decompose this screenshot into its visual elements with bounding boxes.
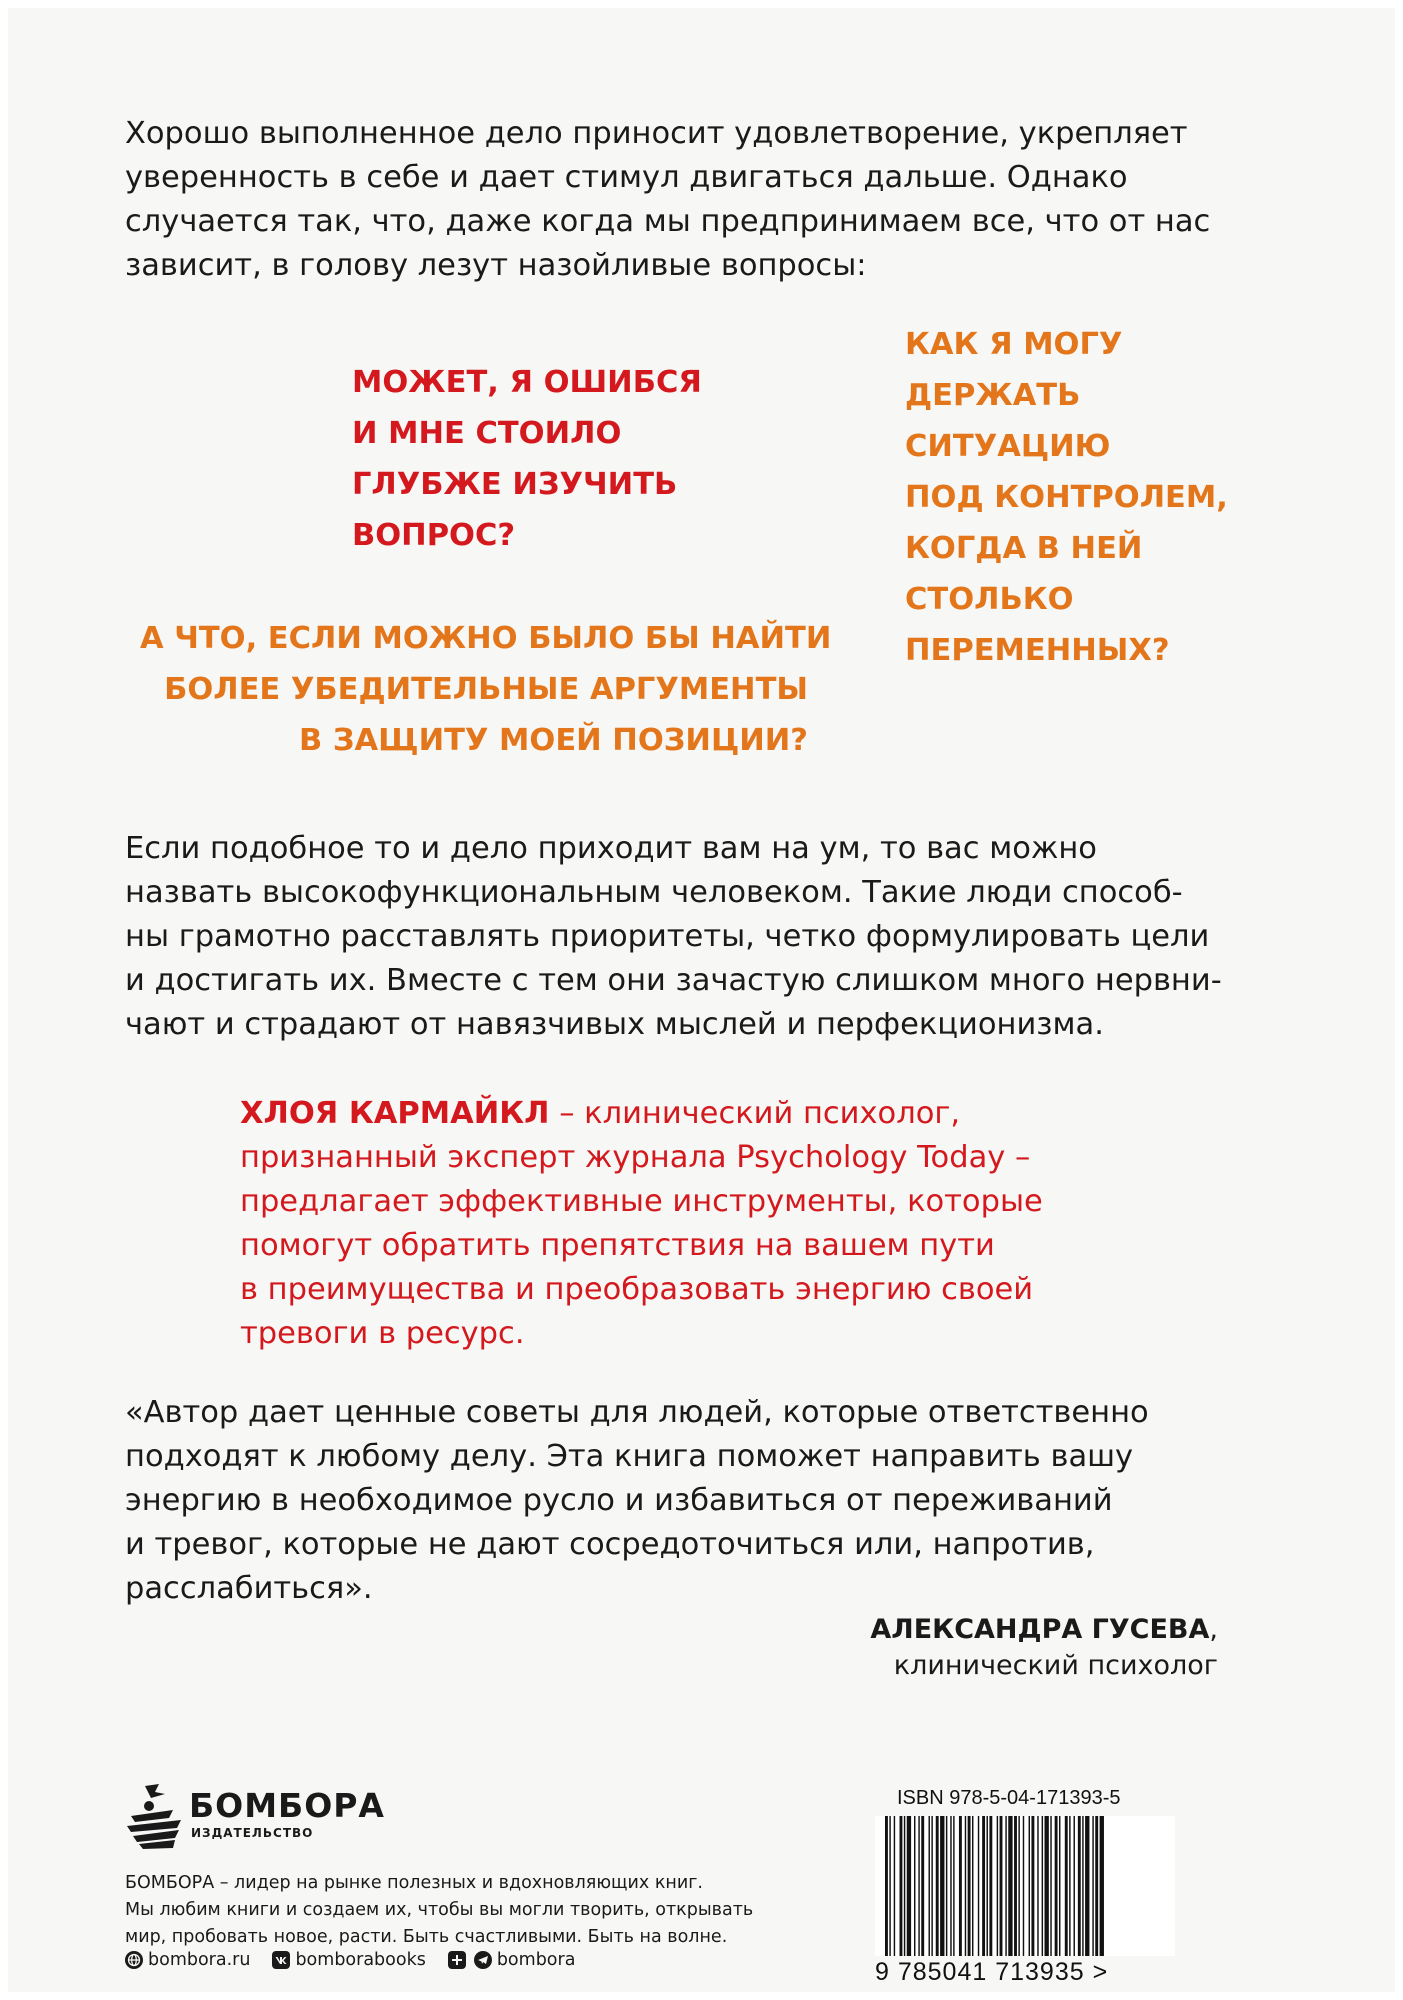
quote-line: «Автор дает ценные советы для людей, которые ответственно bbox=[125, 1395, 1149, 1430]
barcode-bar bbox=[968, 1816, 971, 1956]
question-line: В ЗАЩИТУ МОЕЙ ПОЗИЦИИ? bbox=[299, 723, 808, 758]
barcode-bar bbox=[1100, 1816, 1104, 1956]
social-vk[interactable] bbox=[272, 1950, 425, 1970]
barcode-bar bbox=[929, 1816, 930, 1956]
question-line: ВОПРОС? bbox=[352, 518, 516, 553]
barcode-bar bbox=[918, 1816, 919, 1956]
barcode-bar bbox=[1085, 1816, 1089, 1956]
barcode-bar bbox=[1078, 1816, 1081, 1956]
publisher-line: мир, пробовать новое, расти. Быть счастливыми. Быть на волне. bbox=[125, 1927, 728, 1947]
question-line: СИТУАЦИЮ bbox=[905, 429, 1111, 464]
quote-author-name: АЛЕКСАНДРА ГУСЕВА bbox=[870, 1614, 1210, 1645]
barcode-bar bbox=[885, 1816, 888, 1956]
globe-icon bbox=[125, 1951, 143, 1969]
quote-line: энергию в необходимое русло и избавиться от переживаний bbox=[125, 1483, 1113, 1518]
expert-line bbox=[240, 1092, 1043, 1136]
barcode-bar bbox=[978, 1816, 979, 1956]
intro-line: Хорошо выполненное дело приносит удовлетворение, укрепляет bbox=[125, 116, 1188, 151]
barcode-bar bbox=[936, 1816, 939, 1956]
barcode-bar bbox=[921, 1816, 924, 1956]
logo-subtitle: ИЗДАТЕЛЬСТВО bbox=[191, 1826, 314, 1840]
barcode-bar bbox=[1023, 1816, 1024, 1956]
expert-line: помогут обратить препятствия на вашем пути bbox=[240, 1228, 995, 1263]
publisher-line: БОМБОРА – лидер на рынке полезных и вдохновляющих книг. bbox=[125, 1873, 703, 1893]
barcode-bar bbox=[1037, 1816, 1038, 1956]
quote-line: расслабиться». bbox=[125, 1571, 373, 1606]
question-mistake bbox=[352, 357, 702, 561]
barcode-bar bbox=[1069, 1816, 1070, 1956]
barcode-bar bbox=[931, 1816, 932, 1956]
body-line: чают и страдают от навязчивых мыслей и перфекционизма. bbox=[125, 1007, 1104, 1042]
quote-author-line bbox=[700, 1612, 1218, 1648]
barcode-bar bbox=[1008, 1816, 1012, 1956]
intro-line: случается так, что, даже когда мы предпринимаем все, что от нас bbox=[125, 204, 1211, 239]
barcode-bar bbox=[1042, 1816, 1043, 1956]
question-line: МОЖЕТ, Я ОШИБСЯ bbox=[352, 365, 702, 400]
isbn-label: ISBN 978-5-04-171393-5 bbox=[897, 1787, 1121, 1809]
body-line: ны грамотно расставлять приоритеты, четко формулировать цели bbox=[125, 919, 1210, 954]
quote-line: подходят к любому делу. Эта книга поможет направить вашу bbox=[125, 1439, 1134, 1474]
logo-name: БОМБОРА bbox=[189, 1786, 385, 1825]
publisher-description bbox=[125, 1870, 753, 1951]
barcode-bar bbox=[889, 1816, 890, 1956]
intro-paragraph bbox=[125, 112, 1210, 288]
barcode-bar bbox=[1050, 1816, 1051, 1956]
barcode-bar bbox=[1014, 1816, 1017, 1956]
barcode-bar bbox=[953, 1816, 954, 1956]
barcode-bar bbox=[1059, 1816, 1060, 1956]
question-line: ДЕРЖАТЬ bbox=[905, 378, 1081, 413]
vk-icon bbox=[272, 1951, 290, 1969]
quote-line: и тревог, которые не дают сосредоточиться или, напротив, bbox=[125, 1527, 1095, 1562]
intro-line: зависит, в голову лезут назойливые вопросы: bbox=[125, 248, 867, 283]
question-control bbox=[905, 319, 1228, 676]
barcode-bar bbox=[950, 1816, 951, 1956]
question-line: КОГДА В НЕЙ bbox=[905, 531, 1143, 566]
social-tg[interactable] bbox=[448, 1950, 576, 1970]
question-line: ПЕРЕМЕННЫХ? bbox=[905, 633, 1170, 668]
body-line: назвать высокофункциональным человеком. Такие люди способ- bbox=[125, 875, 1183, 910]
barcode-bar bbox=[1000, 1816, 1003, 1956]
social-site[interactable] bbox=[125, 1950, 250, 1970]
barcode-bar bbox=[1031, 1816, 1034, 1956]
expert-line: в преимущества и преобразовать энергию своей bbox=[240, 1272, 1034, 1307]
body-paragraph bbox=[125, 827, 1222, 1047]
question-arguments bbox=[140, 613, 832, 766]
intro-line: уверенность в себе и дает стимул двигаться дальше. Однако bbox=[125, 160, 1128, 195]
barcode-bar bbox=[987, 1816, 988, 1956]
question-line: БОЛЕЕ УБЕДИТЕЛЬНЫЕ АРГУМЕНТЫ bbox=[164, 672, 808, 707]
social-vk-label: bomborabooks bbox=[295, 1950, 426, 1970]
barcode-bar bbox=[946, 1816, 947, 1956]
barcode-bar bbox=[1029, 1816, 1030, 1956]
barcode-number: 9 785041 713935 > bbox=[875, 1958, 1109, 1986]
body-line: Если подобное то и дело приходит вам на ум, то вас можно bbox=[125, 831, 1097, 866]
expert-name: ХЛОЯ КАРМАЙКЛ bbox=[240, 1096, 550, 1131]
barcode-bar bbox=[900, 1816, 903, 1956]
barcode-bar bbox=[1082, 1816, 1083, 1956]
barcode-bar bbox=[904, 1816, 905, 1956]
question-line: И МНЕ СТОИЛО bbox=[352, 416, 622, 451]
barcode-bar bbox=[1095, 1816, 1098, 1956]
expert-line: предлагает эффективные инструменты, которые bbox=[240, 1184, 1043, 1219]
plus-icon bbox=[448, 1951, 466, 1969]
barcode-bar bbox=[982, 1816, 985, 1956]
barcode-bar bbox=[972, 1816, 973, 1956]
barcode-bar bbox=[894, 1816, 895, 1956]
barcode-bar bbox=[1065, 1816, 1068, 1956]
barcode-bar bbox=[1045, 1816, 1049, 1956]
telegram-icon bbox=[474, 1951, 492, 1969]
barcode-bar bbox=[940, 1816, 944, 1956]
question-line: ПОД КОНТРОЛЕМ, bbox=[905, 480, 1228, 515]
review-quote bbox=[125, 1391, 1149, 1611]
barcode-bar bbox=[1018, 1816, 1019, 1956]
barcode-bar bbox=[907, 1816, 911, 1956]
quote-author-role: клинический психолог bbox=[893, 1650, 1218, 1681]
barcode-bar bbox=[959, 1816, 962, 1956]
barcode-bar bbox=[914, 1816, 915, 1956]
barcode-image bbox=[875, 1816, 1175, 1956]
question-line: СТОЛЬКО bbox=[905, 582, 1074, 617]
barcode-bar bbox=[1005, 1816, 1006, 1956]
question-line: ГЛУБЖЕ ИЗУЧИТЬ bbox=[352, 467, 678, 502]
quote-attribution bbox=[700, 1612, 1218, 1684]
barcode-bar bbox=[989, 1816, 992, 1956]
quote-author-comma: , bbox=[1209, 1614, 1218, 1645]
social-tg-label: bombora bbox=[496, 1950, 576, 1970]
expert-line: признанный эксперт журнала Psychology Today – bbox=[240, 1140, 1031, 1175]
expert-first-line: – клинический психолог, bbox=[549, 1096, 961, 1131]
social-site-label: bombora.ru bbox=[148, 1950, 251, 1970]
question-line: КАК Я МОГУ bbox=[905, 327, 1123, 362]
social-links bbox=[125, 1950, 597, 1970]
bombora-logo bbox=[125, 1782, 385, 1852]
bombora-logo-icon bbox=[125, 1782, 183, 1850]
barcode-bar bbox=[965, 1816, 966, 1956]
expert-line: тревоги в ресурс. bbox=[240, 1316, 525, 1351]
barcode-bar bbox=[1055, 1816, 1058, 1956]
body-line: и достигать их. Вместе с тем они зачастую слишком много нервни- bbox=[125, 963, 1222, 998]
question-line: А ЧТО, ЕСЛИ МОЖНО БЫЛО БЫ НАЙТИ bbox=[140, 621, 832, 656]
barcode-bar bbox=[997, 1816, 998, 1956]
expert-block bbox=[240, 1092, 1043, 1356]
publisher-line: Мы любим книги и создаем их, чтобы вы могли творить, открывать bbox=[125, 1900, 754, 1920]
barcode-bar bbox=[1092, 1816, 1093, 1956]
barcode-bar bbox=[1074, 1816, 1075, 1956]
